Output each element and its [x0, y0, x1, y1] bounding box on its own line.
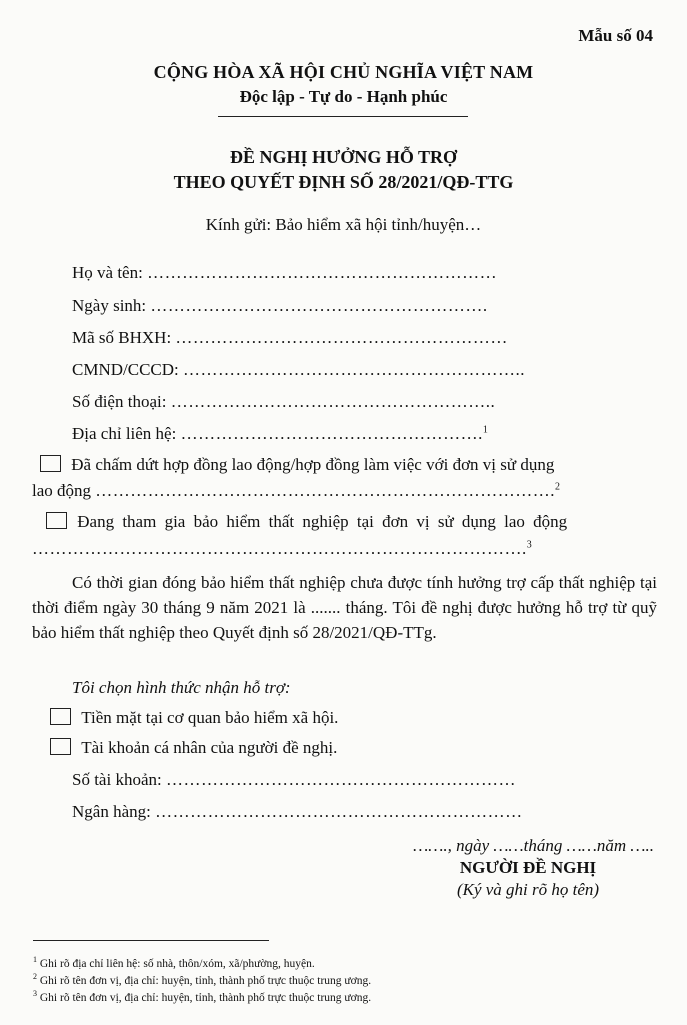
signature-instruction: (Ký và ghi rõ họ tên)	[456, 880, 600, 899]
checkbox-participating[interactable]	[46, 512, 67, 529]
option-participating	[46, 512, 567, 532]
form-number: Mẫu số 04	[578, 26, 653, 45]
option-bank-text: Tài khoản cá nhân của người đề nghị.	[81, 738, 338, 757]
footnote-number: 3	[33, 989, 37, 998]
signature-role: NGƯỜI ĐỀ NGHỊ	[459, 858, 597, 877]
form-title-line1: ĐỀ NGHỊ HƯỞNG HỖ TRỢ	[229, 147, 458, 167]
fill-dots: ………………………………………………………	[155, 802, 523, 821]
footnote-text: Ghi rõ tên đơn vị, địa chỉ: huyện, tỉnh, thành phố trực thuộc trung ương.	[39, 991, 372, 1004]
fill-dots: …………………………………………………	[175, 328, 508, 347]
option-cash	[50, 708, 338, 728]
field-label: Số tài khoản:	[72, 770, 162, 789]
motto: Độc lập - Tự do - Hạnh phúc	[239, 87, 448, 106]
fill-dots: …………………………………………….	[180, 424, 483, 443]
footnote-ref: 3	[526, 539, 532, 551]
option-terminated-text: Đã chấm dứt hợp đồng lao động/hợp đồng làm việc với đơn vị sử dụng	[71, 455, 555, 474]
field-account-no[interactable]	[72, 770, 516, 790]
option-bank	[50, 738, 337, 758]
footnote-1	[33, 955, 315, 970]
fill-dots: ……………………………………………………	[147, 263, 498, 282]
recipient-line: Kính gửi: Bảo hiểm xã hội tỉnh/huyện…	[205, 215, 482, 234]
signature-date-line: ……., ngày ……tháng ……năm …..	[413, 836, 654, 855]
footnote-ref: 2	[555, 481, 561, 493]
footnote-3	[33, 989, 371, 1004]
footnote-divider	[33, 940, 269, 941]
footnote-text: Ghi rõ tên đơn vị, địa chỉ: huyện, tỉnh, thành phố trực thuộc trung ương.	[39, 974, 372, 987]
field-bank-name[interactable]	[72, 802, 523, 822]
header-divider	[218, 116, 468, 117]
field-label: Họ và tên:	[72, 263, 143, 282]
footnote-number: 2	[33, 972, 37, 981]
option-participating-text: Đang tham gia bảo hiểm thất nghiệp tại đơn vị sử dụng lao động	[77, 512, 568, 531]
national-name: CỘNG HÒA XÃ HỘI CHỦ NGHĨA VIỆT NAM	[153, 62, 534, 82]
field-address[interactable]	[72, 424, 488, 444]
field-dob[interactable]	[72, 296, 488, 316]
field-id-card[interactable]	[72, 360, 525, 380]
fill-dots: ………………………………………………….	[150, 296, 488, 315]
field-label: Số điện thoại:	[72, 392, 167, 411]
field-social-insurance-no[interactable]	[72, 328, 508, 348]
option-terminated-cont[interactable]	[32, 481, 560, 501]
receive-method-prompt: Tôi chọn hình thức nhận hỗ trợ:	[72, 678, 291, 697]
checkbox-terminated[interactable]	[40, 455, 61, 472]
statement-paragraph: Có thời gian đóng bảo hiểm thất nghiệp chưa được tính hưởng trợ cấp thất nghiệp tại thời điểm ngày 30 tháng 9 năm 2021 là ....... tháng. Tôi đề nghị được hưởng hỗ trợ từ quỹ bảo hiểm thất nghiệp theo Quyết định số 28/2021/QĐ-TTg.	[32, 573, 657, 642]
option-participating-cont[interactable]	[32, 539, 532, 559]
field-label: Ngày sinh:	[72, 296, 147, 315]
field-label: Ngân hàng:	[72, 802, 151, 821]
field-label: Mã số BHXH:	[72, 328, 172, 347]
footnote-ref: 1	[482, 424, 488, 436]
checkbox-cash[interactable]	[50, 708, 71, 725]
checkbox-bank[interactable]	[50, 738, 71, 755]
field-label: CMND/CCCD:	[72, 360, 179, 379]
field-full-name[interactable]	[72, 263, 497, 283]
option-cash-text: Tiền mặt tại cơ quan bảo hiểm xã hội.	[81, 708, 339, 727]
fill-dots: ………………………………………………………………………….	[32, 539, 527, 558]
footnote-text: Ghi rõ địa chỉ liên hệ: số nhà, thôn/xóm, xã/phường, huyện.	[39, 957, 315, 970]
option-terminated-text-2: lao động	[32, 481, 92, 500]
field-phone[interactable]	[72, 392, 495, 412]
fill-dots: ……………………………………………………	[165, 770, 516, 789]
footnote-number: 1	[33, 955, 37, 964]
fill-dots: …………………………………………………..	[183, 360, 525, 379]
fill-dots: …………………………………………………………………….	[95, 481, 556, 500]
option-terminated	[40, 455, 554, 475]
form-title-line2: THEO QUYẾT ĐỊNH SỐ 28/2021/QĐ-TTG	[173, 172, 514, 192]
footnote-2	[33, 972, 371, 987]
fill-dots: ………………………………………………..	[170, 392, 496, 411]
field-label: Địa chỉ liên hệ:	[72, 424, 177, 443]
